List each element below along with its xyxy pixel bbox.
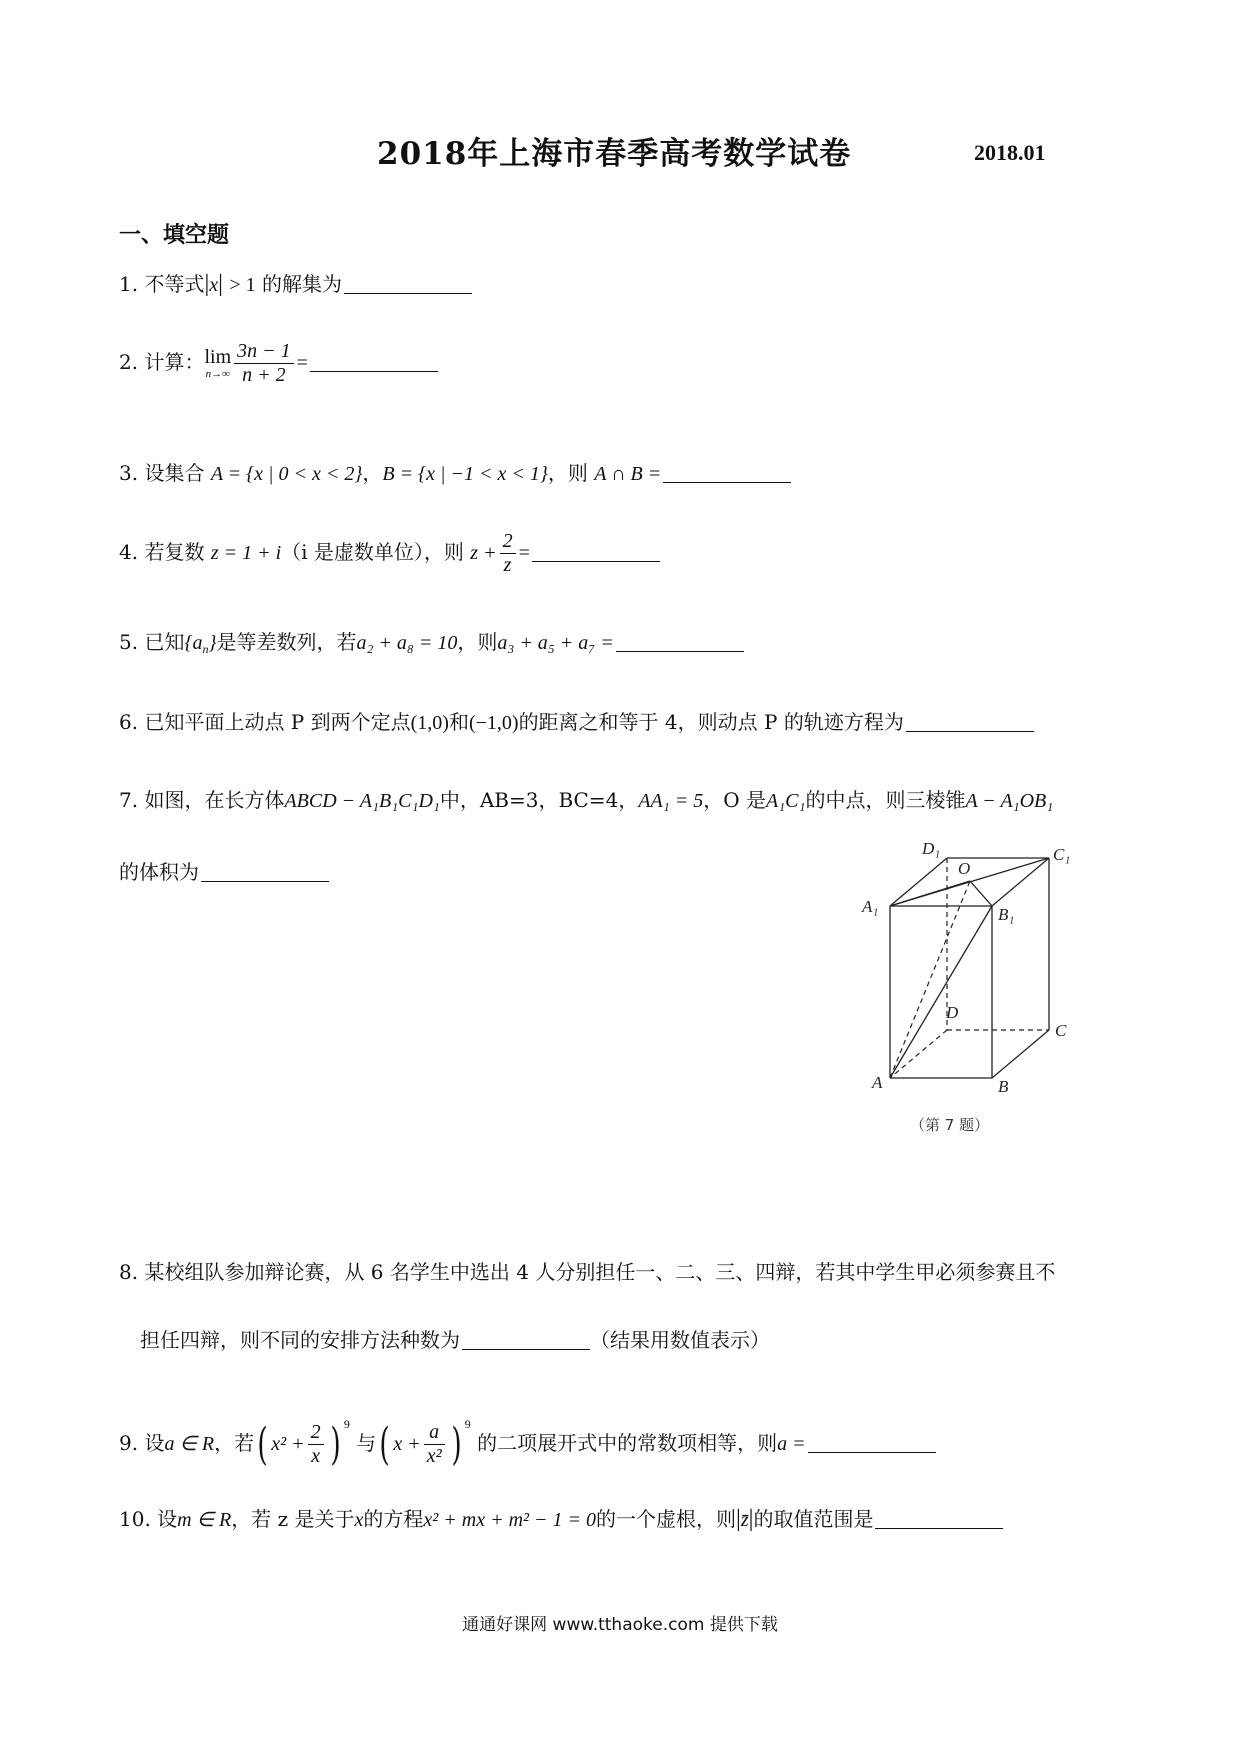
- answer-blank: [201, 880, 329, 882]
- label-o: O: [958, 859, 971, 878]
- math-expr: B = {x | −1 < x < 1}: [382, 463, 548, 485]
- label-c: C: [1055, 1021, 1067, 1040]
- math-expr: A₁C₁: [765, 790, 806, 812]
- question-2: [119, 340, 438, 387]
- question-text: 已知: [144, 630, 185, 654]
- math-expr: x² + mx + m² − 1 = 0: [423, 1509, 597, 1531]
- question-text: 是等差数列，若: [216, 630, 357, 654]
- punct: ，: [362, 461, 383, 485]
- math-expr: a₃ + a₅ + a₇ =: [497, 632, 614, 654]
- math-expr: z = 1 + i: [210, 542, 282, 564]
- label-c1: C₁: [1053, 845, 1071, 864]
- answer-blank: [808, 1451, 936, 1453]
- question-10: 10. 设m ∈ R，若 z 是关于x的方程x² + mx + m² − 1 = 0的一个虚根，则|z̄|的取值范围是: [119, 1507, 1003, 1531]
- question-text: 的距离之和等于 4，则动点 P 的轨迹方程为: [518, 710, 904, 734]
- question-text: 的取值范围是: [753, 1507, 874, 1531]
- question-text: ，则: [457, 630, 498, 654]
- section-heading: 一、填空题: [119, 222, 230, 248]
- question-number: 6.: [119, 710, 139, 734]
- question-text: 的方程: [363, 1507, 424, 1531]
- question-number: 1.: [119, 272, 139, 296]
- math-expr: x +: [393, 1433, 421, 1455]
- math-var: x: [209, 274, 219, 296]
- math-expr: A = {x | 0 < x < 2}: [210, 463, 363, 485]
- question-number: 3.: [119, 461, 139, 485]
- fraction: $\frac{3n - 1}{n + 2}$: [234, 340, 294, 387]
- cuboid-diagram: [850, 838, 1080, 1138]
- question-number: 7.: [119, 788, 139, 812]
- answer-blank: [616, 650, 744, 652]
- math-expr: AA₁ = 5: [638, 790, 704, 812]
- exponent: 9: [343, 1417, 350, 1431]
- fraction: $\frac{a}{\text{x²}}$: [424, 1421, 445, 1468]
- question-text: ，若: [214, 1431, 255, 1455]
- answer-blank: [310, 370, 438, 372]
- math-expr: x² +: [271, 1433, 305, 1455]
- math-expr: (1,0): [410, 712, 449, 734]
- question-text: 的中点，则三棱锥: [805, 788, 966, 812]
- question-8-line2: [140, 1330, 770, 1350]
- math-expr: A − A₁OB₁: [965, 790, 1054, 812]
- question-number: 5.: [119, 630, 139, 654]
- page-title: 2018年上海市春季高考数学试卷: [377, 136, 852, 172]
- question-4: [119, 530, 660, 577]
- page-footer: 通通好课网 www.tthaoke.com 提供下载: [462, 1615, 778, 1635]
- question-7: [119, 790, 1053, 811]
- math-expr: A ∩ B =: [594, 463, 662, 485]
- question-text: ，若 z 是关于: [231, 1507, 355, 1531]
- math-expr: a ∈ R: [164, 1433, 215, 1455]
- label-a1: A₁: [862, 897, 879, 916]
- question-number: 10.: [119, 1507, 151, 1531]
- cuboid-figure: [850, 838, 1080, 1138]
- question-text: （结果用数值表示）: [590, 1328, 770, 1352]
- question-text: 若复数: [144, 540, 205, 564]
- math-expr: a =: [777, 1433, 806, 1455]
- figure-caption: （第 7 题）: [910, 1116, 990, 1134]
- question-text: 设: [144, 1431, 165, 1455]
- question-text: 已知平面上动点 P 到两个定点: [144, 710, 411, 734]
- question-text: 设: [157, 1507, 178, 1531]
- math-var: x: [354, 1509, 364, 1531]
- question-text: （i 是虚数单位），则: [281, 540, 464, 564]
- question-9: 9. 设a ∈ R，若( x² + $\frac{2}{x}$ ) $^9$ 与( x + $\frac{a}{\text{x²}}$ ) $^9$ 的二项展开式中的常数项相等，则a =: [119, 1418, 936, 1468]
- math-expr: > 1: [229, 274, 256, 296]
- math-expr: m ∈ R: [177, 1509, 232, 1531]
- question-number: 8.: [119, 1260, 139, 1284]
- label-b1: B₁: [998, 905, 1015, 924]
- question-1: 1. 不等式|x| > 1 的解集为: [119, 272, 472, 296]
- question-6: [119, 712, 1034, 733]
- question-text: 不等式: [144, 272, 205, 296]
- question-text: 计算：: [144, 350, 205, 374]
- answer-blank: [906, 730, 1034, 732]
- question-text: 的一个虚根，则: [596, 1507, 737, 1531]
- math-expr: z +: [470, 542, 497, 564]
- question-text: ，则: [547, 461, 588, 485]
- question-text: 某校组队参加辩论赛，从 6 名学生中选出 4 人分别担任一、二、三、四辩，若其中学生甲必须参赛且不: [144, 1260, 1056, 1284]
- question-text: 中，AB=3，BC=4，: [439, 788, 639, 812]
- math-expr: =: [296, 352, 308, 374]
- exponent: 9: [464, 1417, 471, 1431]
- question-text: ，O 是: [703, 788, 766, 812]
- fraction: $\frac{2}{z}$: [500, 530, 516, 577]
- question-5: [119, 632, 744, 655]
- question-number: 9.: [119, 1431, 139, 1455]
- answer-blank: [344, 292, 472, 294]
- question-7-line2: [119, 862, 329, 882]
- question-text: 担任四辩，则不同的安排方法种数为: [140, 1328, 460, 1352]
- question-8: [119, 1262, 1055, 1282]
- math-expr: $\{a_n\}$: [184, 632, 217, 656]
- fraction: $\frac{2}{x}$: [308, 1421, 324, 1468]
- limit-operator: lim n→∞: [204, 346, 232, 381]
- answer-blank: [462, 1348, 590, 1350]
- question-3: [119, 463, 791, 484]
- label-b: B: [998, 1077, 1009, 1096]
- question-text: 如图，在长方体: [144, 788, 285, 812]
- math-expr: (−1,0): [468, 712, 519, 734]
- question-text: 设集合: [144, 461, 205, 485]
- label-d: D: [946, 1003, 959, 1022]
- question-text: 和: [448, 710, 469, 734]
- question-number: 2.: [119, 350, 139, 374]
- answer-blank: [532, 560, 660, 562]
- math-expr: a₂ + a₈ = 10: [356, 632, 458, 654]
- answer-blank: [663, 481, 791, 483]
- label-d1: D₁: [922, 839, 941, 858]
- label-a: A: [872, 1073, 883, 1092]
- math-var: z̄: [740, 1509, 749, 1531]
- question-number: 4.: [119, 540, 139, 564]
- answer-blank: [875, 1527, 1003, 1529]
- question-text: 的体积为: [119, 860, 199, 884]
- math-expr: =: [518, 542, 530, 564]
- math-expr: ABCD − A₁B₁C₁D₁: [284, 790, 440, 812]
- question-text: 的二项展开式中的常数项相等，则: [477, 1431, 778, 1455]
- question-text: 与: [356, 1431, 377, 1455]
- exam-date: 2018.01: [974, 140, 1046, 165]
- question-text: 的解集为: [261, 272, 342, 296]
